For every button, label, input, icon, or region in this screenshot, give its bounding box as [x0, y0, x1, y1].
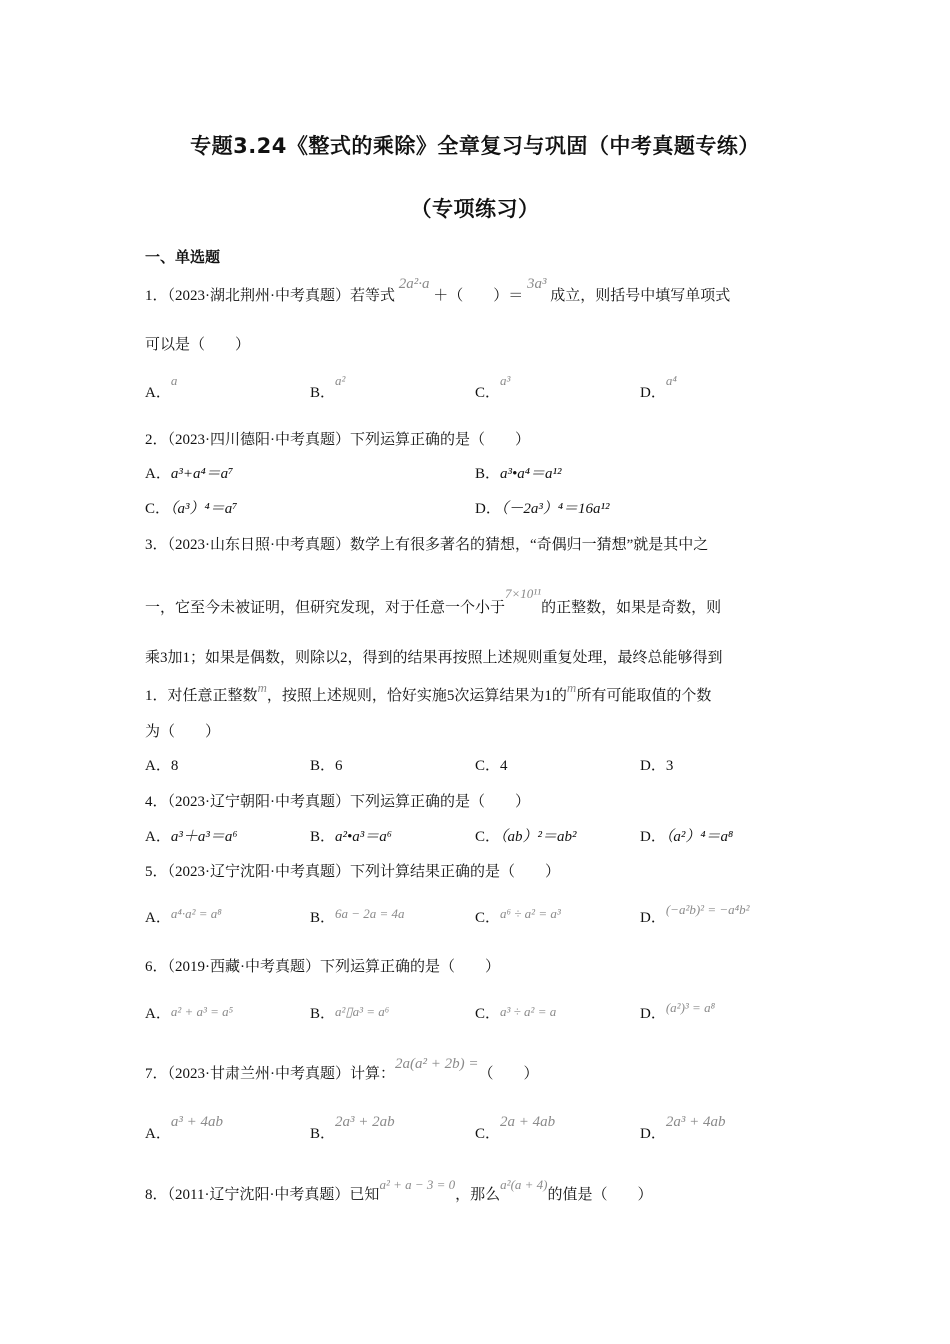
option-d: D．(−a²b)² = −a⁴b²: [640, 902, 750, 926]
option-b: B．a²: [310, 373, 346, 401]
option-a: A．a: [145, 373, 178, 401]
option-b: B．a³•a⁴＝a¹²: [475, 466, 562, 482]
option-c: C．（ab）²＝ab²: [475, 829, 577, 845]
option-d: D．a⁴: [640, 373, 677, 401]
question-1-stem: [145, 276, 731, 305]
question-6-stem: 6．（2019·西藏·中考真题）下列运算正确的是（ ）: [145, 959, 500, 975]
question-8-stem: 8．（2011·辽宁沈阳·中考真题）已知a² + a − 3 = 0，那么a²(a + 4)的值是（ ）: [145, 1177, 653, 1203]
question-3-line: 3．（2023·山东日照·中考真题）数学上有很多著名的猜想，“奇偶归一猜想”就是其中之: [145, 537, 709, 553]
option-c: C．a⁶ ÷ a² = a³: [475, 906, 561, 926]
question-2-stem: 2．（2023·四川德阳·中考真题）下列运算正确的是（ ）: [145, 432, 530, 448]
option-d: D．（a²）⁴＝a⁸: [640, 829, 734, 845]
option-c: C．4: [475, 758, 508, 774]
option-c: C．a³ ÷ a² = a: [475, 1004, 557, 1022]
option-d: D．(a²)³ = a⁸: [640, 1000, 716, 1022]
option-c: C．2a + 4ab: [475, 1114, 556, 1142]
option-d: D．2a³ + 4ab: [640, 1114, 726, 1142]
option-a: A．8: [145, 758, 179, 774]
question-text: 成立，则括号中填写单项式: [550, 288, 731, 304]
math-expression: 2a(a² + 2b) =: [395, 1056, 479, 1072]
math-expression: a² + a − 3 = 0: [379, 1177, 456, 1192]
question-text: ＋（ ）＝: [433, 288, 524, 304]
question-number: 1．: [145, 288, 168, 304]
math-variable: m: [257, 680, 267, 695]
option-b: B．a²•a³＝a⁶: [310, 829, 392, 845]
option-c: C．a³: [475, 373, 511, 401]
option-a: A．a³ + 4ab: [145, 1114, 223, 1142]
question-3-line: 为（ ）: [145, 724, 221, 740]
option-a: A．a³＋a³＝a⁶: [145, 829, 238, 845]
option-d: D．3: [640, 758, 674, 774]
question-5-stem: 5．（2023·辽宁沈阳·中考真题）下列计算结果正确的是（ ）: [145, 864, 560, 880]
math-expression: 7×10¹¹: [505, 586, 542, 601]
option-a: A．a⁴·a² = a⁸: [145, 906, 222, 926]
option-c: C．（a³）⁴＝a⁷: [145, 501, 238, 517]
question-4-stem: 4．（2023·辽宁朝阳·中考真题）下列运算正确的是（ ）: [145, 794, 530, 810]
math-expression: 2a²·a: [398, 276, 430, 292]
option-d: D．（－2a³）⁴＝16a¹²: [475, 501, 610, 517]
math-expression: a²(a + 4): [500, 1177, 548, 1192]
question-7-stem: 7．（2023·甘肃兰州·中考真题）计算：2a(a² + 2b) =（ ）: [145, 1056, 539, 1082]
question-3-line: 一，它至今未被证明，但研究发现，对于任意一个小于7×10¹¹的正整数，如果是奇数，则: [145, 586, 722, 616]
doc-title: 专题3.24《整式的乘除》全章复习与巩固（中考真题专练）: [190, 134, 760, 158]
option-b: B．6: [310, 758, 343, 774]
question-1-continuation: 可以是（ ）: [145, 337, 251, 353]
option-b: B．6a − 2a = 4a: [310, 906, 405, 926]
math-expression: 3a³: [527, 276, 547, 292]
option-a: A．a³+a⁴＝a⁷: [145, 466, 234, 482]
section-heading: 一、单选题: [145, 248, 221, 266]
option-b: B．a²▯a³ = a⁶: [310, 1004, 390, 1022]
question-3-line: 1．对任意正整数m，按照上述规则，恰好实施5次运算结果为1的m所有可能取值的个数: [145, 680, 712, 704]
question-source: （2023·湖北荆州·中考真题）若等式: [167, 288, 396, 304]
option-a: A．a² + a³ = a⁵: [145, 1004, 234, 1022]
option-b: B．2a³ + 2ab: [310, 1114, 395, 1142]
math-variable: m: [566, 680, 577, 695]
doc-subtitle: （专项练习）: [410, 197, 540, 221]
question-3-line: 乘3加1；如果是偶数，则除以2，得到的结果再按照上述规则重复处理，最终总能够得到: [145, 650, 723, 666]
